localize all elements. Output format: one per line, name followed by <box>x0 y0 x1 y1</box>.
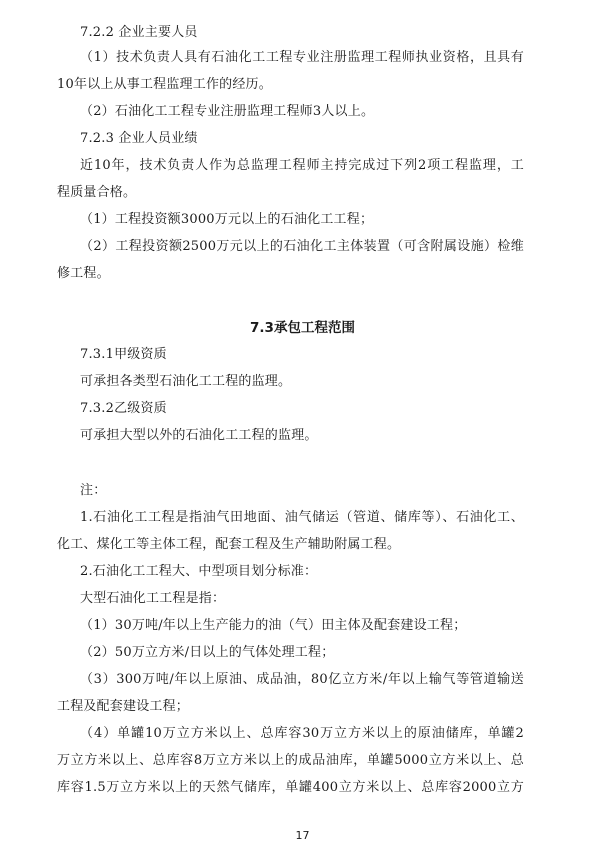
heading-7-3-2: 7.3.2乙级资质 <box>80 401 167 416</box>
paragraph-line: （2）50万立方米/日以上的气体处理工程； <box>80 645 335 660</box>
paragraph-line: 可承担各类型石油化工工程的监理。 <box>80 374 292 389</box>
paragraph-line: （1）工程投资额3000万元以上的石油化工工程； <box>80 212 374 227</box>
paragraph-line: 万立方米以上、总库容8万立方米以上的成品油库，单罐5000立方米以上、总 <box>57 753 524 768</box>
paragraph-line: （2）石油化工工程专业注册监理工程师3人以上。 <box>80 104 375 119</box>
heading-7-3-1: 7.3.1甲级资质 <box>80 347 167 362</box>
paragraph-line: 1.石油化工工程是指油气田地面、油气储运（管道、储库等）、石油化工、 <box>80 510 524 525</box>
paragraph-line: 工程及配套建设工程； <box>57 699 190 714</box>
paragraph-line: 可承担大型以外的石油化工工程的监理。 <box>80 428 318 443</box>
paragraph-line: 程质量合格。 <box>57 185 137 200</box>
note-label: 注： <box>80 483 107 498</box>
paragraph-line: 库容1.5万立方米以上的天然气储库，单罐400立方米以上、总库容2000立方 <box>57 780 524 795</box>
paragraph-line: 大型石油化工工程是指： <box>80 591 226 606</box>
paragraph-line: （4）单罐10万立方米以上、总库容30万立方米以上的原油储库，单罐2 <box>80 726 524 741</box>
paragraph-line: （3）300万吨/年以上原油、成品油，80亿立方米/年以上输气等管道输送 <box>80 672 524 687</box>
paragraph-line: （1）技术负责人具有石油化工工程专业注册监理工程师执业资格，且具有 <box>80 50 524 65</box>
paragraph-line: （2）工程投资额2500万元以上的石油化工主体装置（可含附属设施）检维 <box>80 239 524 254</box>
paragraph-line: 近10年，技术负责人作为总监理工程师主持完成过下列2项工程监理，工 <box>80 158 524 173</box>
heading-7-2-2: 7.2.2 企业主要人员 <box>80 25 198 40</box>
page-number: 17 <box>295 829 310 842</box>
paragraph-line: （1）30万吨/年以上生产能力的油（气）田主体及配套建设工程； <box>80 618 467 633</box>
paragraph-line: 修工程。 <box>57 266 110 281</box>
heading-7-2-3: 7.2.3 企业人员业绩 <box>80 131 198 146</box>
section-title-7-3: 7.3承包工程范围 <box>250 320 355 336</box>
paragraph-line: 2.石油化工工程大、中型项目划分标准： <box>80 564 318 579</box>
paragraph-line: 10年以上从事工程监理工作的经历。 <box>57 77 272 92</box>
paragraph-line: 化工、煤化工等主体工程，配套工程及生产辅助附属工程。 <box>57 537 401 552</box>
